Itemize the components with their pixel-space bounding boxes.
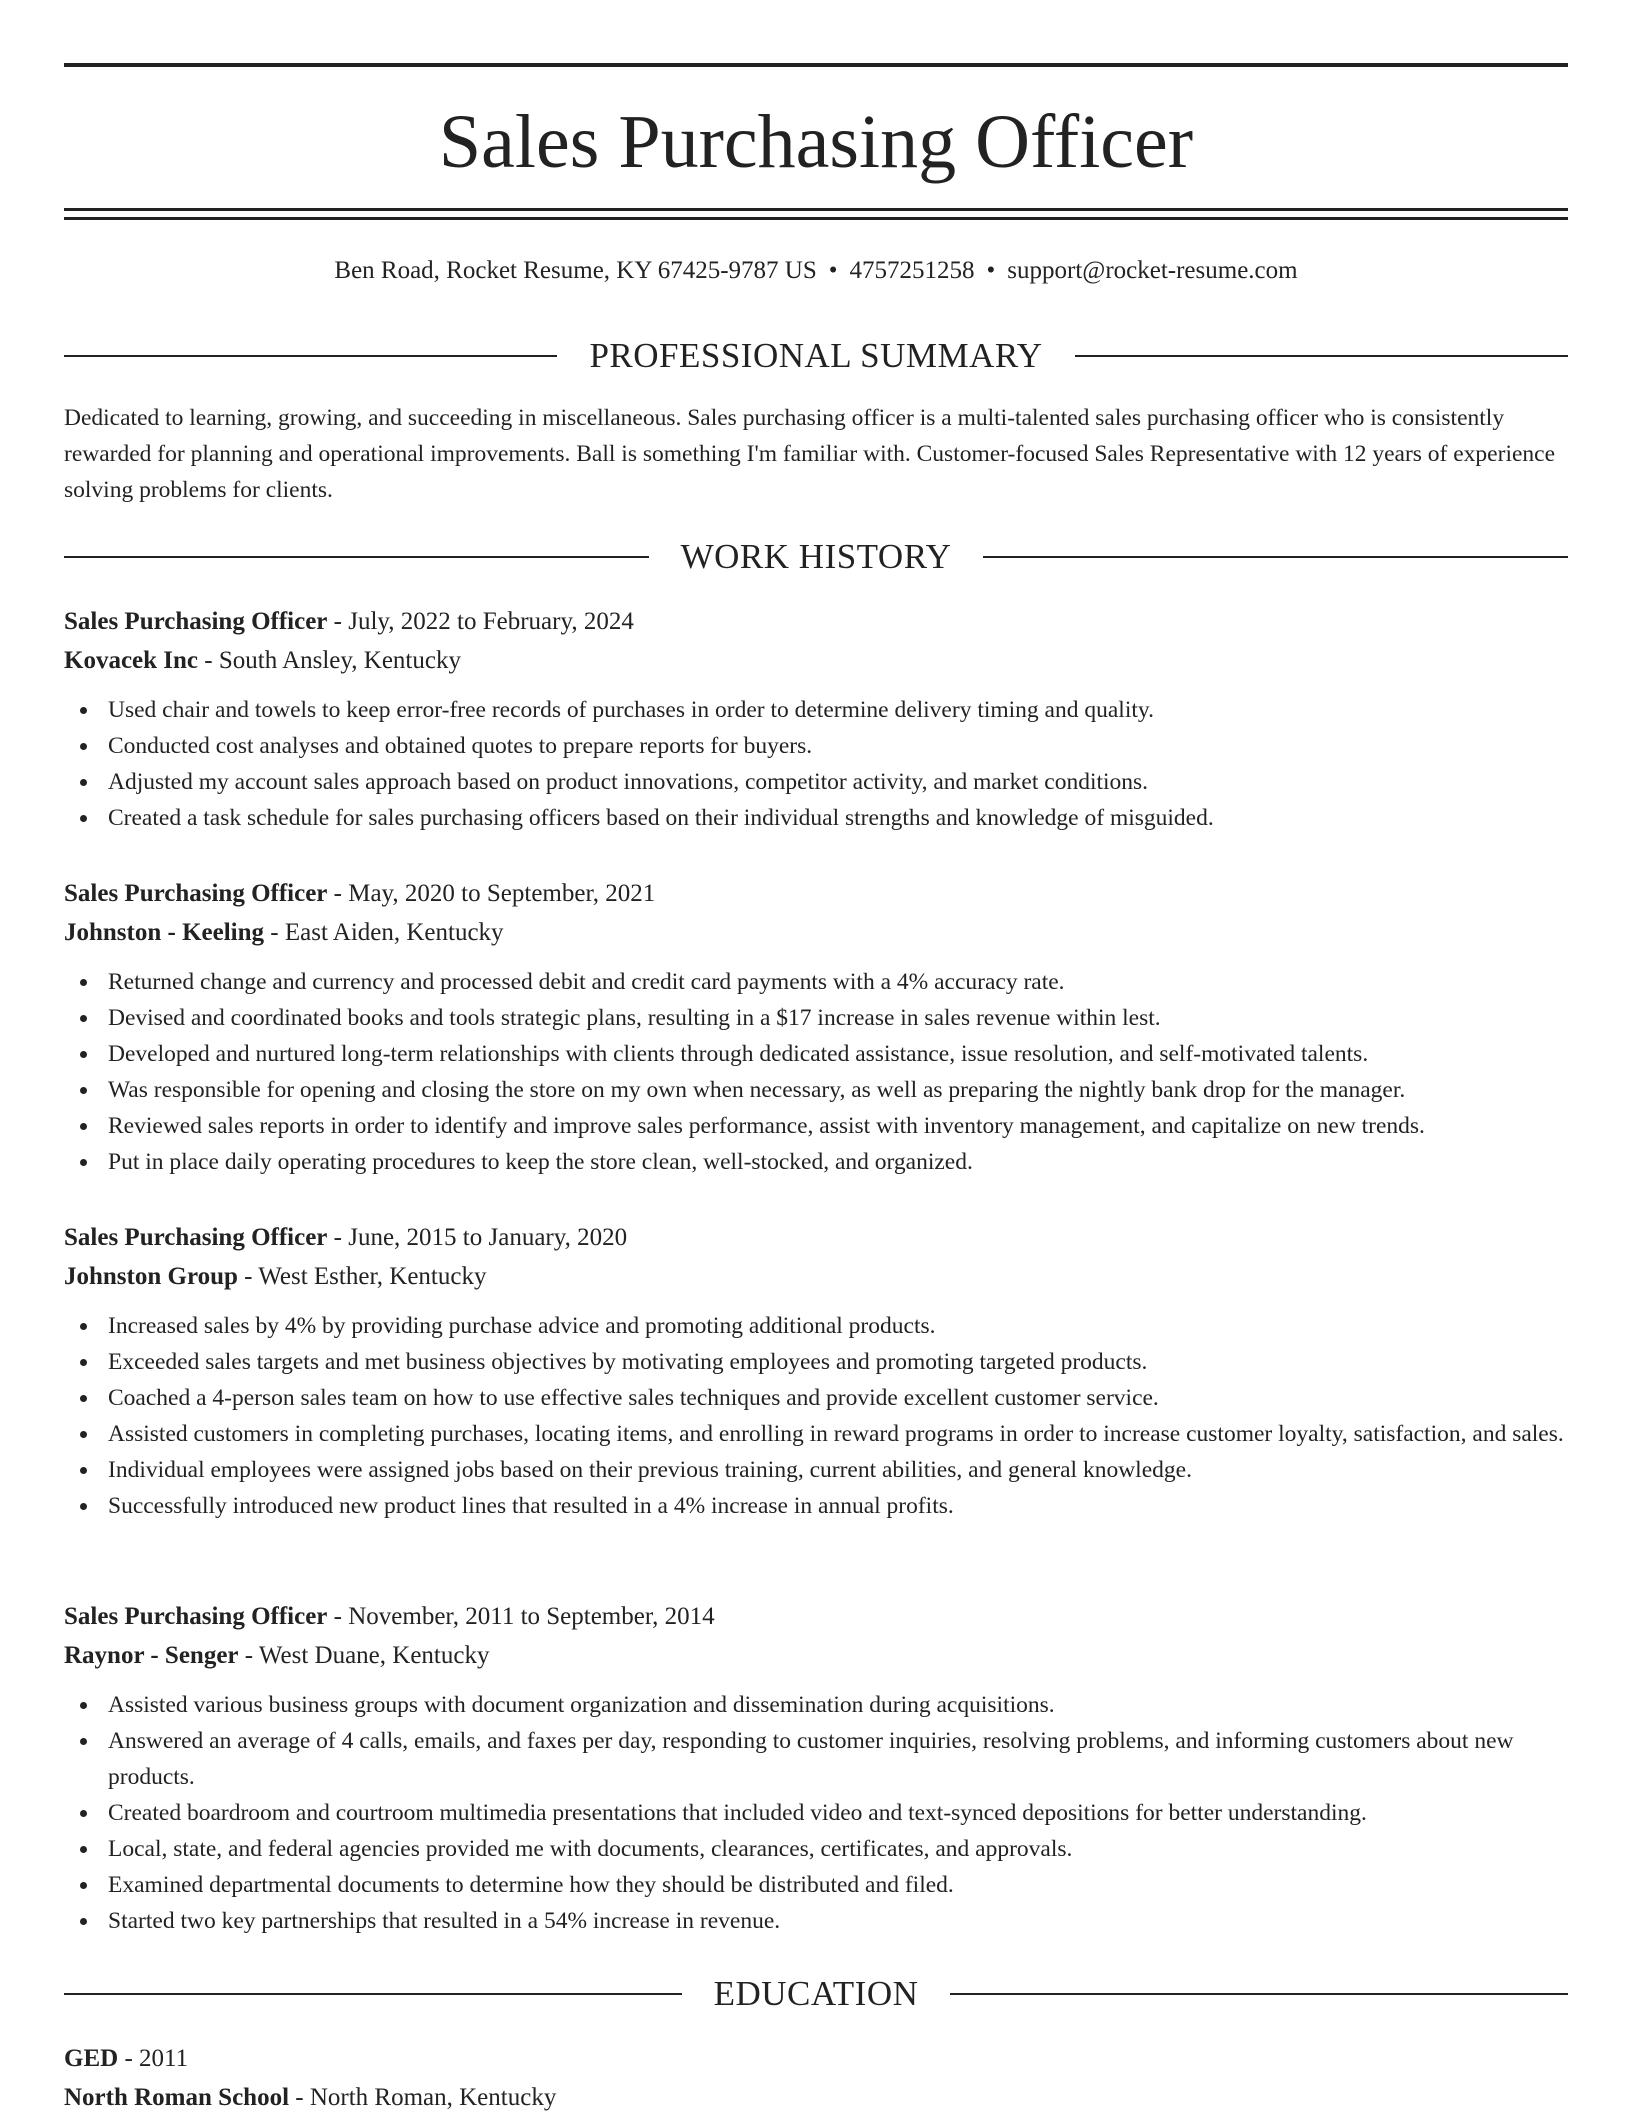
job-bullet: Individual employees were assigned jobs based on their previous training, current abilities, and general knowledge. <box>64 1452 1568 1488</box>
section-heading-education <box>64 1970 1568 2018</box>
job-title-line <box>64 602 1568 641</box>
job-bullet: Assisted various business groups with document organization and dissemination during acquisitions. <box>64 1687 1568 1723</box>
job-bullets <box>64 692 1568 836</box>
job-company-line <box>64 641 1568 680</box>
section-heading-label: PROFESSIONAL SUMMARY <box>589 336 1043 375</box>
job-bullet: Assisted customers in completing purchases, locating items, and enrolling in reward programs in order to increase customer loyalty, satisfaction, and sales. <box>64 1416 1568 1452</box>
section-heading-summary <box>64 332 1568 380</box>
job-dates: - May, 2020 to September, 2021 <box>327 880 656 907</box>
job-bullet: Put in place daily operating procedures to keep the store clean, well-stocked, and organized. <box>64 1144 1568 1180</box>
contact-address: Ben Road, Rocket Resume, KY 67425-9787 US <box>334 257 817 284</box>
job-bullets <box>64 964 1568 1180</box>
education-degree: GED <box>64 2045 119 2072</box>
job-location: - South Ansley, Kentucky <box>198 647 461 674</box>
job-title: Sales Purchasing Officer <box>64 1224 328 1251</box>
job-title: Sales Purchasing Officer <box>64 880 328 907</box>
resume-title: Sales Purchasing Officer <box>438 100 1194 184</box>
job-entry <box>64 1218 1568 1524</box>
heading-rule <box>950 1993 1568 1995</box>
job-dates: - June, 2015 to January, 2020 <box>327 1224 628 1251</box>
job-entry <box>64 1597 1568 1939</box>
job-entry <box>64 602 1568 836</box>
professional-summary: Dedicated to learning, growing, and succeeding in miscellaneous. Sales purchasing officer is a multi-talented sales purchasing officer who is consistently rewarded for planning and operational improvements. Ball is something I'm familiar with. Customer-focused Sales Representative with 12 years of experience solving problems for clients. <box>64 405 1556 503</box>
job-bullets <box>64 1308 1568 1524</box>
section-heading-label: EDUCATION <box>713 1974 919 2013</box>
section-heading-label: WORK HISTORY <box>680 537 952 576</box>
heading-rule <box>983 556 1568 558</box>
education-degree-line <box>64 2039 1568 2078</box>
job-bullet: Returned change and currency and processed debit and credit card payments with a 4% accuracy rate. <box>64 964 1568 1000</box>
job-title: Sales Purchasing Officer <box>64 1603 328 1630</box>
job-company-line <box>64 1636 1568 1675</box>
job-title: Sales Purchasing Officer <box>64 608 328 635</box>
job-company: Johnston - Keeling <box>64 919 265 946</box>
job-bullet: Local, state, and federal agencies provided me with documents, clearances, certificates, and approvals. <box>64 1831 1568 1867</box>
heading-rule <box>64 355 557 357</box>
job-company: Johnston Group <box>64 1263 238 1290</box>
section-heading-work <box>64 533 1568 581</box>
education-entry <box>64 2039 1568 2112</box>
job-title-line <box>64 1218 1568 1257</box>
job-bullet: Answered an average of 4 calls, emails, and faxes per day, responding to customer inquiries, resolving problems, and informing customers about new products. <box>64 1723 1568 1795</box>
job-entry <box>64 874 1568 1180</box>
title-double-divider <box>64 208 1568 220</box>
contact-line <box>64 254 1568 288</box>
heading-rule <box>64 1993 682 1995</box>
contact-separator: • <box>986 257 996 284</box>
job-bullet: Increased sales by 4% by providing purchase advice and promoting additional products. <box>64 1308 1568 1344</box>
heading-rule <box>1075 355 1568 357</box>
job-company-line <box>64 1257 1568 1296</box>
job-bullet: Reviewed sales reports in order to identify and improve sales performance, assist with inventory management, and capitalize on new trends. <box>64 1108 1568 1144</box>
job-bullet: Successfully introduced new product lines that resulted in a 4% increase in annual profits. <box>64 1488 1568 1524</box>
job-company: Raynor - Senger <box>64 1642 239 1669</box>
contact-email: support@rocket-resume.com <box>1007 257 1298 284</box>
job-location: - East Aiden, Kentucky <box>264 919 504 946</box>
job-company: Kovacek Inc <box>64 647 199 674</box>
job-title-line <box>64 874 1568 913</box>
contact-phone: 4757251258 <box>849 257 975 284</box>
job-bullet: Used chair and towels to keep error-free records of purchases in order to determine delivery timing and quality. <box>64 692 1568 728</box>
job-title-line <box>64 1597 1568 1636</box>
education-school: North Roman School <box>64 2084 290 2111</box>
job-company-line <box>64 913 1568 952</box>
job-bullet: Was responsible for opening and closing the store on my own when necessary, as well as preparing the nightly bank drop for the manager. <box>64 1072 1568 1108</box>
top-divider <box>64 63 1568 67</box>
job-bullet: Exceeded sales targets and met business objectives by motivating employees and promoting targeted products. <box>64 1344 1568 1380</box>
job-location: - West Esther, Kentucky <box>237 1263 487 1290</box>
job-bullet: Developed and nurtured long-term relationships with clients through dedicated assistance, issue resolution, and self-motivated talents. <box>64 1036 1568 1072</box>
job-dates: - November, 2011 to September, 2014 <box>327 1603 715 1630</box>
job-bullet: Devised and coordinated books and tools strategic plans, resulting in a $17 increase in sales revenue within lest. <box>64 1000 1568 1036</box>
job-bullet: Created a task schedule for sales purchasing officers based on their individual strengths and knowledge of misguided. <box>64 800 1568 836</box>
job-bullets <box>64 1687 1568 1939</box>
job-dates: - July, 2022 to February, 2024 <box>327 608 634 635</box>
education-location: - North Roman, Kentucky <box>289 2084 557 2111</box>
contact-separator: • <box>828 257 838 284</box>
job-bullet: Coached a 4-person sales team on how to use effective sales techniques and provide excellent customer service. <box>64 1380 1568 1416</box>
education-year: - 2011 <box>118 2045 189 2072</box>
job-bullet: Created boardroom and courtroom multimedia presentations that included video and text-synced depositions for better understanding. <box>64 1795 1568 1831</box>
job-bullet: Conducted cost analyses and obtained quotes to prepare reports for buyers. <box>64 728 1568 764</box>
job-bullet: Started two key partnerships that resulted in a 54% increase in revenue. <box>64 1903 1568 1939</box>
heading-rule <box>64 556 649 558</box>
education-school-line <box>64 2078 1568 2112</box>
job-bullet: Adjusted my account sales approach based on product innovations, competitor activity, and market conditions. <box>64 764 1568 800</box>
job-location: - West Duane, Kentucky <box>238 1642 490 1669</box>
job-bullet: Examined departmental documents to determine how they should be distributed and filed. <box>64 1867 1568 1903</box>
